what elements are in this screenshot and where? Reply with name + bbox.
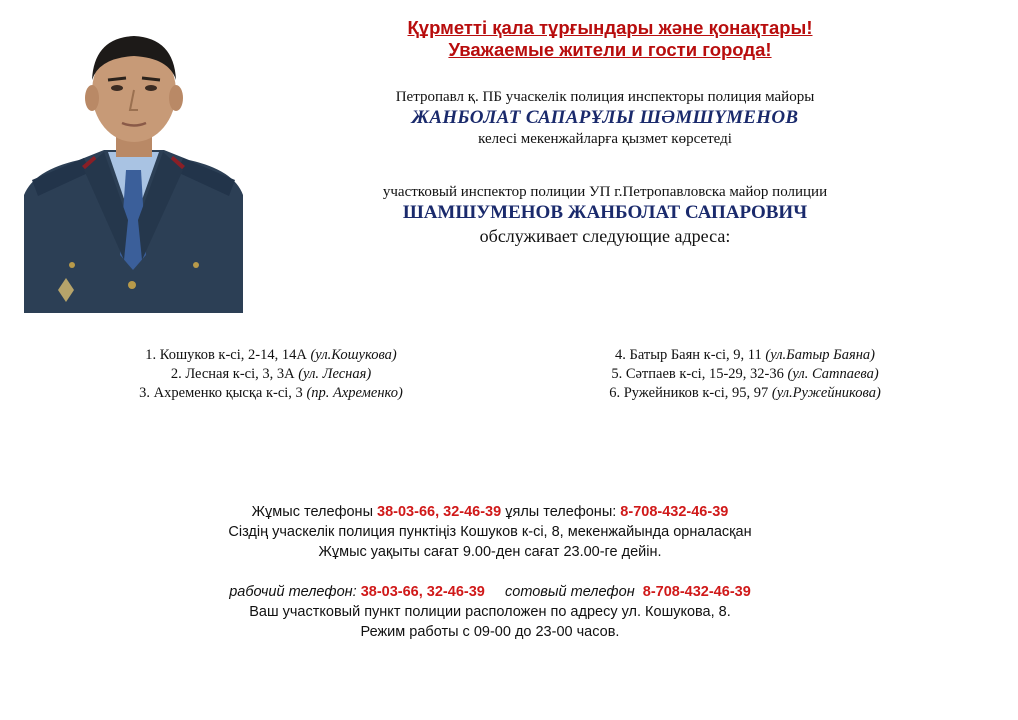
address-item: 2. Лесная к-сі, 3, 3А (ул. Лесная) [170, 366, 372, 382]
address-item: 3. Ахременко қысқа к-сі, 3 (пр. Ахременко) [139, 385, 403, 401]
serves-kz: келесі мекенжайларға қызмет көрсетеді [478, 131, 732, 147]
serves-ru: обслуживает следующие адреса: [479, 226, 731, 246]
officer-photo [24, 20, 243, 313]
position-kz: Петропавл қ. ПБ учаскелік полиция инспекторы полиция майоры [395, 89, 815, 105]
address-item: 5. Сәтпаев к-сі, 15-29, 32-36 (ул. Сатпаева) [611, 366, 879, 382]
contacts-ru [160, 582, 820, 642]
intro-kz [300, 88, 910, 148]
office-address-ru: Ваш участковый пункт полиции расположен по адресу ул. Кошукова, 8. [249, 604, 731, 620]
working-hours-kz: Жұмыс уақыты сағат 9.00-ден сағат 23.00-ге дейін. [318, 544, 662, 560]
work-phone-kz[interactable]: 38-03-66, 32-46-39 [377, 504, 502, 520]
officer-name-ru: ШАМШУМЕНОВ ЖАНБОЛАТ САПАРОВИЧ [402, 202, 808, 223]
contacts-kz [160, 502, 820, 562]
address-list-right [560, 346, 930, 403]
address-item: 4. Батыр Баян к-сі, 9, 11 (ул.Батыр Баяна) [615, 347, 875, 363]
office-address-kz: Сіздің учаскелік полиция пунктіңіз Кошуков к-сі, 8, мекенжайында орналасқан [228, 524, 752, 540]
greeting-kz: Құрметті қала тұрғындары және қонақтары! [407, 17, 813, 38]
phone-line-ru: рабочий телефон: 38-03-66, 32-46-39 сотовый телефон 8-708-432-46-39 [229, 584, 751, 600]
mobile-phone-kz[interactable]: 8-708-432-46-39 [620, 504, 729, 520]
address-item: 1. Кошуков к-сі, 2-14, 14А (ул.Кошукова) [145, 347, 397, 363]
greeting-block [300, 17, 920, 61]
address-list-left [96, 346, 446, 403]
officer-name-kz: ЖАНБОЛАТ САПАРҰЛЫ ШӘМШҮМЕНОВ [411, 107, 799, 128]
work-phone-ru[interactable]: 38-03-66, 32-46-39 [360, 584, 485, 600]
address-item: 6. Ружейников к-сі, 95, 97 (ул.Ружейникова) [609, 385, 881, 401]
mobile-phone-ru[interactable]: 8-708-432-46-39 [642, 584, 751, 600]
position-ru: участковый инспектор полиции УП г.Петропавловска майор полиции [382, 184, 828, 200]
intro-ru [300, 183, 910, 247]
working-hours-ru: Режим работы с 09-00 до 23-00 часов. [360, 624, 620, 640]
greeting-ru: Уважаемые жители и гости города! [448, 39, 772, 60]
phone-line-kz: Жұмыс телефоны 38-03-66, 32-46-39 ұялы телефоны: 8-708-432-46-39 [251, 504, 729, 520]
